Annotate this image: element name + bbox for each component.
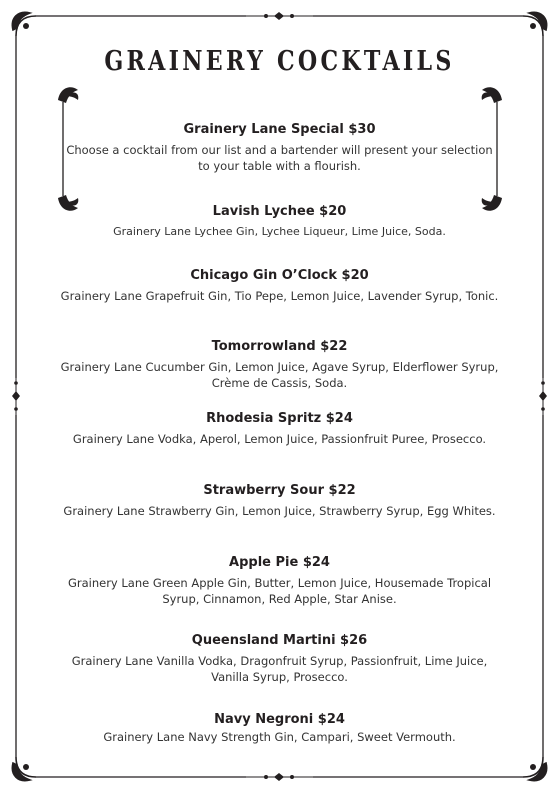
item-name: Lavish Lychee $20 bbox=[212, 204, 347, 219]
item-description: Grainery Lane Cucumber Gin, Lemon Juice, Agave Syrup, Elderflower Syrup, Crème de Cassis, Soda. bbox=[60, 360, 499, 390]
menu-item-queensland-martini bbox=[60, 633, 499, 685]
leaf-ornament-top-right bbox=[482, 87, 502, 103]
menu-item-apple-pie bbox=[60, 555, 499, 607]
item-name: Navy Negroni $24 bbox=[214, 712, 345, 727]
menu-item-grainery-lane-special bbox=[60, 122, 499, 174]
item-description: Grainery Lane Green Apple Gin, Butter, Lemon Juice, Housemade Tropical Syrup, Cinnamon, Red Apple, Star Anise. bbox=[67, 576, 492, 606]
corner-flourish-bottom-left bbox=[12, 757, 36, 781]
menu-item-navy-negroni bbox=[60, 712, 499, 745]
menu-item-tomorrowland bbox=[60, 339, 499, 391]
item-description: Grainery Lane Lychee Gin, Lychee Liqueur, Lime Juice, Soda. bbox=[113, 225, 446, 238]
item-description: Grainery Lane Strawberry Gin, Lemon Juice, Strawberry Syrup, Egg Whites. bbox=[63, 504, 496, 518]
item-description: Grainery Lane Grapefruit Gin, Tio Pepe, Lemon Juice, Lavender Syrup, Tonic. bbox=[60, 289, 499, 303]
menu-item-strawberry-sour bbox=[60, 483, 499, 519]
item-name: Rhodesia Spritz $24 bbox=[206, 411, 353, 426]
ornament-top bbox=[246, 12, 313, 20]
ornament-left bbox=[12, 378, 20, 415]
corner-flourish-bottom-right bbox=[523, 757, 547, 781]
ornament-bottom bbox=[246, 773, 313, 781]
ornament-right bbox=[539, 378, 547, 415]
menu-item-chicago-gin-oclock bbox=[60, 268, 499, 304]
menu-item-rhodesia-spritz bbox=[60, 411, 499, 447]
item-name: Strawberry Sour $22 bbox=[203, 483, 356, 498]
menu-title: GRAINERY COCKTAILS bbox=[104, 46, 455, 77]
item-name: Chicago Gin O’Clock $20 bbox=[190, 268, 369, 283]
item-name: Apple Pie $24 bbox=[229, 555, 330, 570]
item-name: Queensland Martini $26 bbox=[191, 633, 368, 648]
corner-flourish-top-right bbox=[523, 12, 547, 36]
corner-flourish-top-left bbox=[12, 12, 36, 36]
item-description: Grainery Lane Vanilla Vodka, Dragonfruit Syrup, Passionfruit, Lime Juice, Vanilla Syrup, Prosecco. bbox=[71, 654, 488, 684]
menu-item-lavish-lychee bbox=[60, 204, 499, 240]
item-description: Grainery Lane Navy Strength Gin, Campari, Sweet Vermouth. bbox=[103, 730, 456, 744]
item-description: Choose a cocktail from our list and a bartender will present your selection to your table with a flourish. bbox=[66, 143, 493, 173]
leaf-ornament-top-left bbox=[58, 87, 78, 103]
item-name: Tomorrowland $22 bbox=[211, 339, 348, 354]
item-description: Grainery Lane Vodka, Aperol, Lemon Juice, Passionfruit Puree, Prosecco. bbox=[72, 432, 487, 446]
item-name: Grainery Lane Special $30 bbox=[183, 122, 376, 137]
